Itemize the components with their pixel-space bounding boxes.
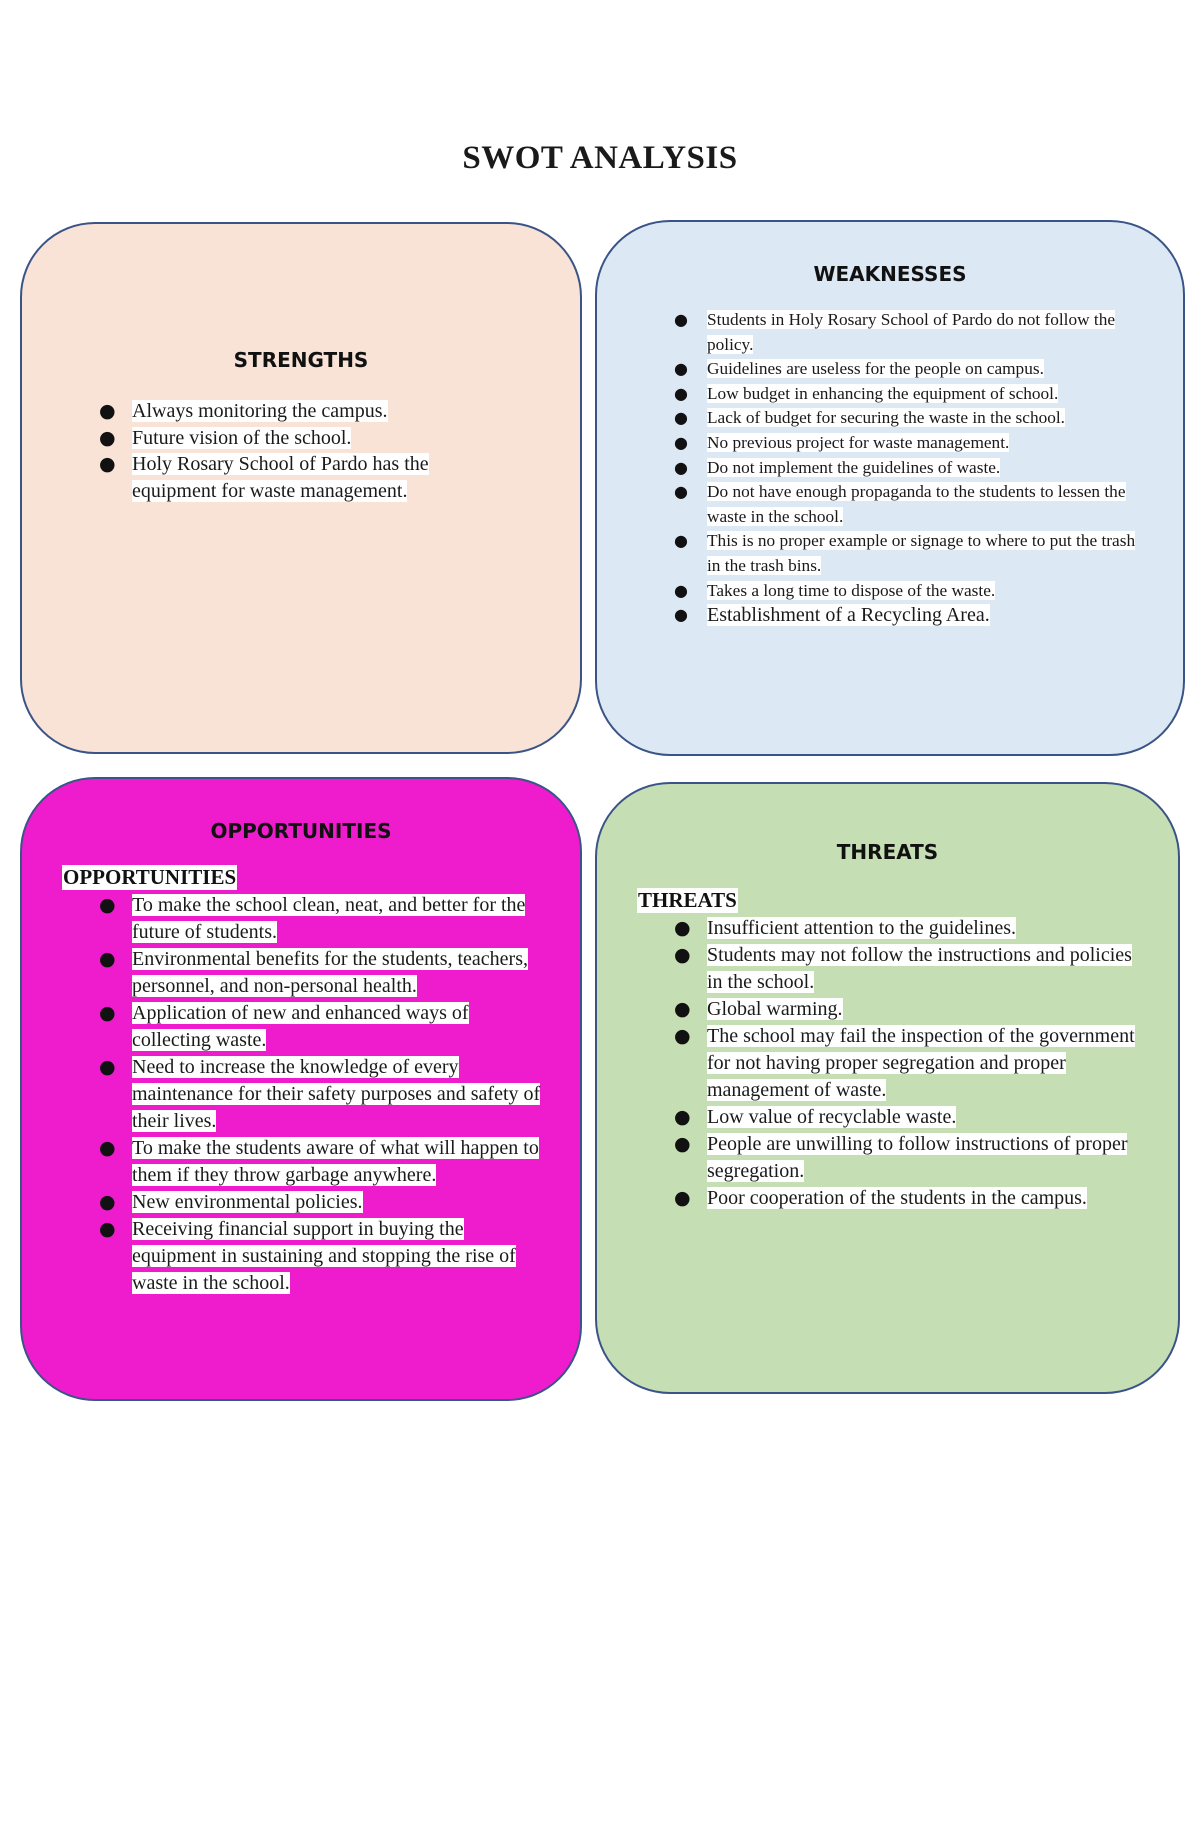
bullet-icon: ● xyxy=(674,605,688,625)
list-item: ● New environmental policies. xyxy=(132,1189,542,1216)
list-item: ● To make the school clean, neat, and better for the future of students. xyxy=(99,894,526,943)
bullet-icon: ● xyxy=(674,1106,691,1128)
bullet-icon: ● xyxy=(674,917,691,939)
list-item: ● Students may not follow the instructions and policies in the school. xyxy=(674,944,1132,993)
strengths-list xyxy=(99,398,502,504)
weaknesses-box xyxy=(595,220,1185,756)
bullet-icon: ● xyxy=(674,457,688,477)
threats-box xyxy=(595,782,1180,1394)
list-item: ● This is no proper example or signage to where to put the trash in the trash bins. xyxy=(674,531,1136,575)
list-item: ● Low budget in enhancing the equipment of school. xyxy=(707,382,1147,407)
list-item: ● No previous project for waste management. xyxy=(707,431,1147,456)
bullet-icon: ● xyxy=(674,1025,691,1047)
threats-heading: THREATS xyxy=(836,840,939,864)
strengths-box xyxy=(20,222,582,754)
bullet-icon: ● xyxy=(99,1137,116,1159)
list-item: ● The school may fail the inspection of the government for not having proper segregation and proper management of waste. xyxy=(674,1025,1135,1101)
bullet-icon: ● xyxy=(99,894,116,916)
list-item: ● Do not implement the guidelines of waste. xyxy=(707,456,1147,481)
bullet-icon: ● xyxy=(99,1191,116,1213)
list-item: ● To make the students aware of what will happen to them if they throw garbage anywhere. xyxy=(99,1137,539,1186)
opportunities-subheading: OPPORTUNITIES xyxy=(63,865,237,889)
list-item: ● Do not have enough propaganda to the students to lessen the waste in the school. xyxy=(674,482,1126,526)
list-item: ● Global warming. xyxy=(707,996,1137,1023)
list-item: ● Students in Holy Rosary School of Pardo do not follow the policy. xyxy=(674,310,1116,354)
list-item: ● Takes a long time to dispose of the waste. xyxy=(707,579,1147,604)
opportunities-heading: OPPORTUNITIES xyxy=(210,819,392,843)
bullet-icon: ● xyxy=(99,1002,116,1024)
list-item: ● Future vision of the school. xyxy=(132,425,502,452)
list-item: ● Always monitoring the campus. xyxy=(132,398,502,425)
bullet-icon: ● xyxy=(99,400,116,422)
bullet-icon: ● xyxy=(99,453,116,475)
bullet-icon: ● xyxy=(99,1218,116,1240)
bullet-icon: ● xyxy=(674,580,688,600)
threats-subheading: THREATS xyxy=(638,888,737,912)
list-item: ● Low value of recyclable waste. xyxy=(707,1104,1137,1131)
strengths-heading: STRENGTHS xyxy=(233,348,369,372)
bullet-icon: ● xyxy=(674,531,688,551)
list-item: ● Need to increase the knowledge of every maintenance for their safety purposes and safety of their lives. xyxy=(99,1056,541,1132)
list-item: ● Insufficient attention to the guidelines. xyxy=(707,915,1137,942)
list-item: ● Lack of budget for securing the waste in the school. xyxy=(707,406,1147,431)
list-item: ● Poor cooperation of the students in the campus. xyxy=(707,1185,1137,1212)
bullet-icon: ● xyxy=(674,359,688,379)
opportunities-box xyxy=(20,777,582,1401)
list-item: ● Receiving financial support in buying the equipment in sustaining and stopping the rise of waste in the school. xyxy=(99,1218,516,1294)
bullet-icon: ● xyxy=(674,310,688,329)
bullet-icon: ● xyxy=(99,426,116,449)
weaknesses-heading: WEAKNESSES xyxy=(813,262,967,286)
list-item: ● People are unwilling to follow instructions of proper segregation. xyxy=(674,1133,1128,1182)
bullet-icon: ● xyxy=(674,944,691,966)
bullet-icon: ● xyxy=(674,1133,691,1155)
bullet-icon: ● xyxy=(674,1187,691,1209)
list-item: ● Environmental benefits for the students, teachers, personnel, and non-personal health. xyxy=(99,948,528,997)
bullet-icon: ● xyxy=(674,432,688,452)
threats-list xyxy=(674,915,1137,1212)
bullet-icon: ● xyxy=(674,383,688,403)
list-item: ● Holy Rosary School of Pardo has the equipment for waste management. xyxy=(99,453,429,502)
bullet-icon: ● xyxy=(99,1056,116,1078)
weaknesses-list xyxy=(674,308,1147,628)
opportunities-list xyxy=(99,892,542,1297)
bullet-icon: ● xyxy=(674,482,688,502)
bullet-icon: ● xyxy=(99,948,116,970)
document-title: SWOT ANALYSIS xyxy=(462,140,738,176)
bullet-icon: ● xyxy=(674,408,688,428)
list-item: ● Establishment of a Recycling Area. xyxy=(674,604,990,627)
list-item: ● Guidelines are useless for the people on campus. xyxy=(707,357,1147,382)
list-item: ● Application of new and enhanced ways of collecting waste. xyxy=(99,1002,469,1051)
bullet-icon: ● xyxy=(674,998,691,1020)
